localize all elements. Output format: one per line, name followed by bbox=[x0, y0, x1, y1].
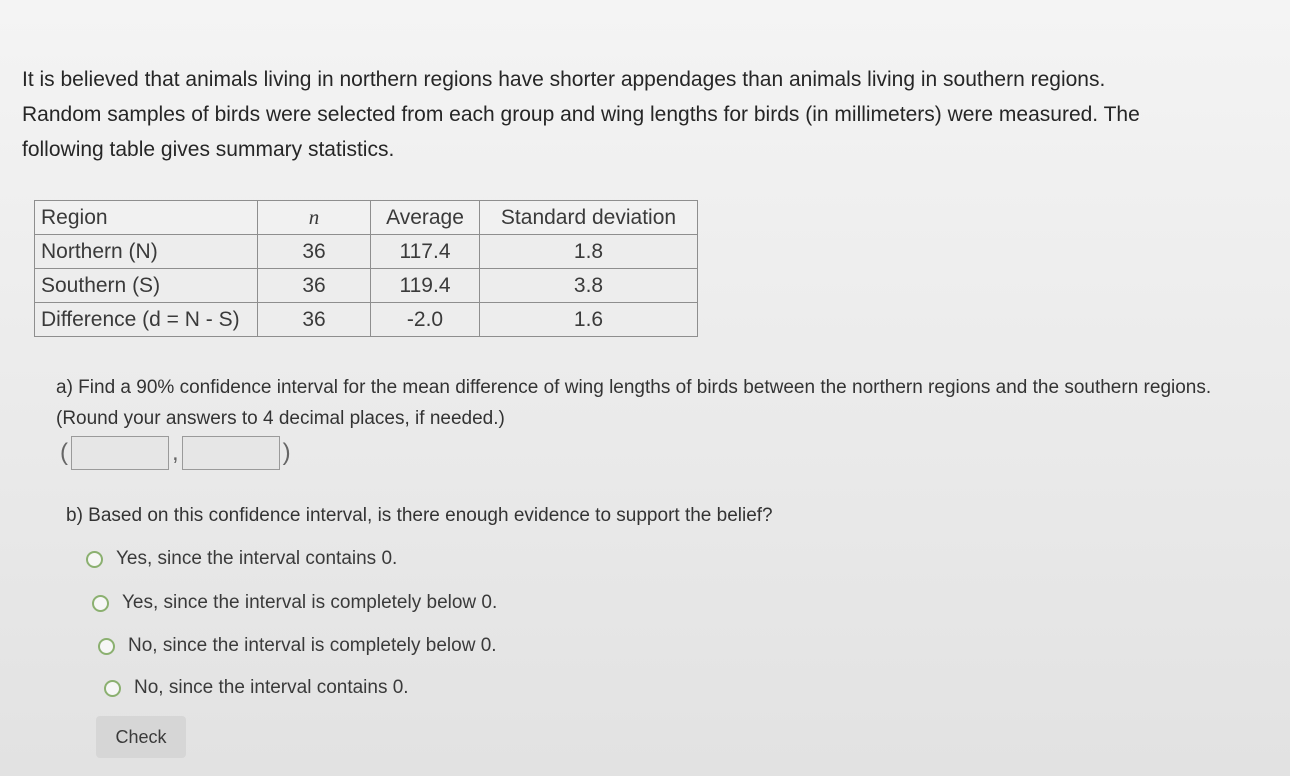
option-yes-contains-zero[interactable] bbox=[86, 548, 397, 570]
header-average: Average bbox=[371, 201, 480, 235]
cell-average: 119.4 bbox=[371, 269, 480, 303]
radio-button-icon[interactable] bbox=[104, 680, 121, 697]
cell-sd: 1.6 bbox=[480, 303, 698, 337]
cell-n: 36 bbox=[258, 303, 371, 337]
radio-button-icon[interactable] bbox=[98, 638, 115, 655]
option-label: Yes, since the interval is completely below 0. bbox=[122, 592, 498, 613]
header-region: Region bbox=[35, 201, 258, 235]
question-b-text: b) Based on this confidence interval, is there enough evidence to support the belief? bbox=[66, 505, 773, 526]
open-paren: ( bbox=[60, 439, 68, 466]
comma-separator: , bbox=[172, 439, 179, 466]
header-standard-deviation: Standard deviation bbox=[480, 201, 698, 235]
option-label: Yes, since the interval contains 0. bbox=[116, 548, 398, 569]
option-label: No, since the interval is completely below 0. bbox=[128, 635, 497, 656]
summary-statistics-table bbox=[34, 200, 698, 337]
intro-line-3: following table gives summary statistics. bbox=[22, 138, 395, 161]
intro-line-2: Random samples of birds were selected from each group and wing lengths for birds (in millimeters) were measured. The bbox=[22, 103, 1140, 126]
cell-sd: 1.8 bbox=[480, 235, 698, 269]
cell-n: 36 bbox=[258, 235, 371, 269]
cell-n: 36 bbox=[258, 269, 371, 303]
header-n: n bbox=[258, 201, 371, 235]
cell-sd: 3.8 bbox=[480, 269, 698, 303]
confidence-interval-inputs bbox=[60, 436, 291, 470]
lower-bound-input[interactable] bbox=[71, 436, 169, 470]
check-button[interactable]: Check bbox=[96, 716, 186, 758]
radio-button-icon[interactable] bbox=[92, 595, 109, 612]
option-no-below-zero[interactable] bbox=[98, 635, 497, 657]
option-no-contains-zero[interactable] bbox=[104, 677, 409, 699]
cell-region: Northern (N) bbox=[35, 235, 258, 269]
option-label: No, since the interval contains 0. bbox=[134, 677, 409, 698]
upper-bound-input[interactable] bbox=[182, 436, 280, 470]
radio-button-icon[interactable] bbox=[86, 551, 103, 568]
cell-region: Southern (S) bbox=[35, 269, 258, 303]
intro-line-1: It is believed that animals living in northern regions have shorter appendages than animals living in southern regions. bbox=[22, 68, 1106, 91]
table-row bbox=[35, 303, 698, 337]
cell-average: -2.0 bbox=[371, 303, 480, 337]
problem-intro bbox=[22, 62, 1262, 167]
table-row bbox=[35, 235, 698, 269]
option-yes-below-zero[interactable] bbox=[92, 592, 497, 614]
cell-region: Difference (d = N - S) bbox=[35, 303, 258, 337]
cell-average: 117.4 bbox=[371, 235, 480, 269]
table-header-row bbox=[35, 201, 698, 235]
table-row bbox=[35, 269, 698, 303]
question-a-text: a) Find a 90% confidence interval for the mean difference of wing lengths of birds between the northern regions and the southern regions. (Round your answers to 4 decimal places, if needed.) bbox=[56, 377, 1212, 429]
close-paren: ) bbox=[282, 439, 291, 466]
